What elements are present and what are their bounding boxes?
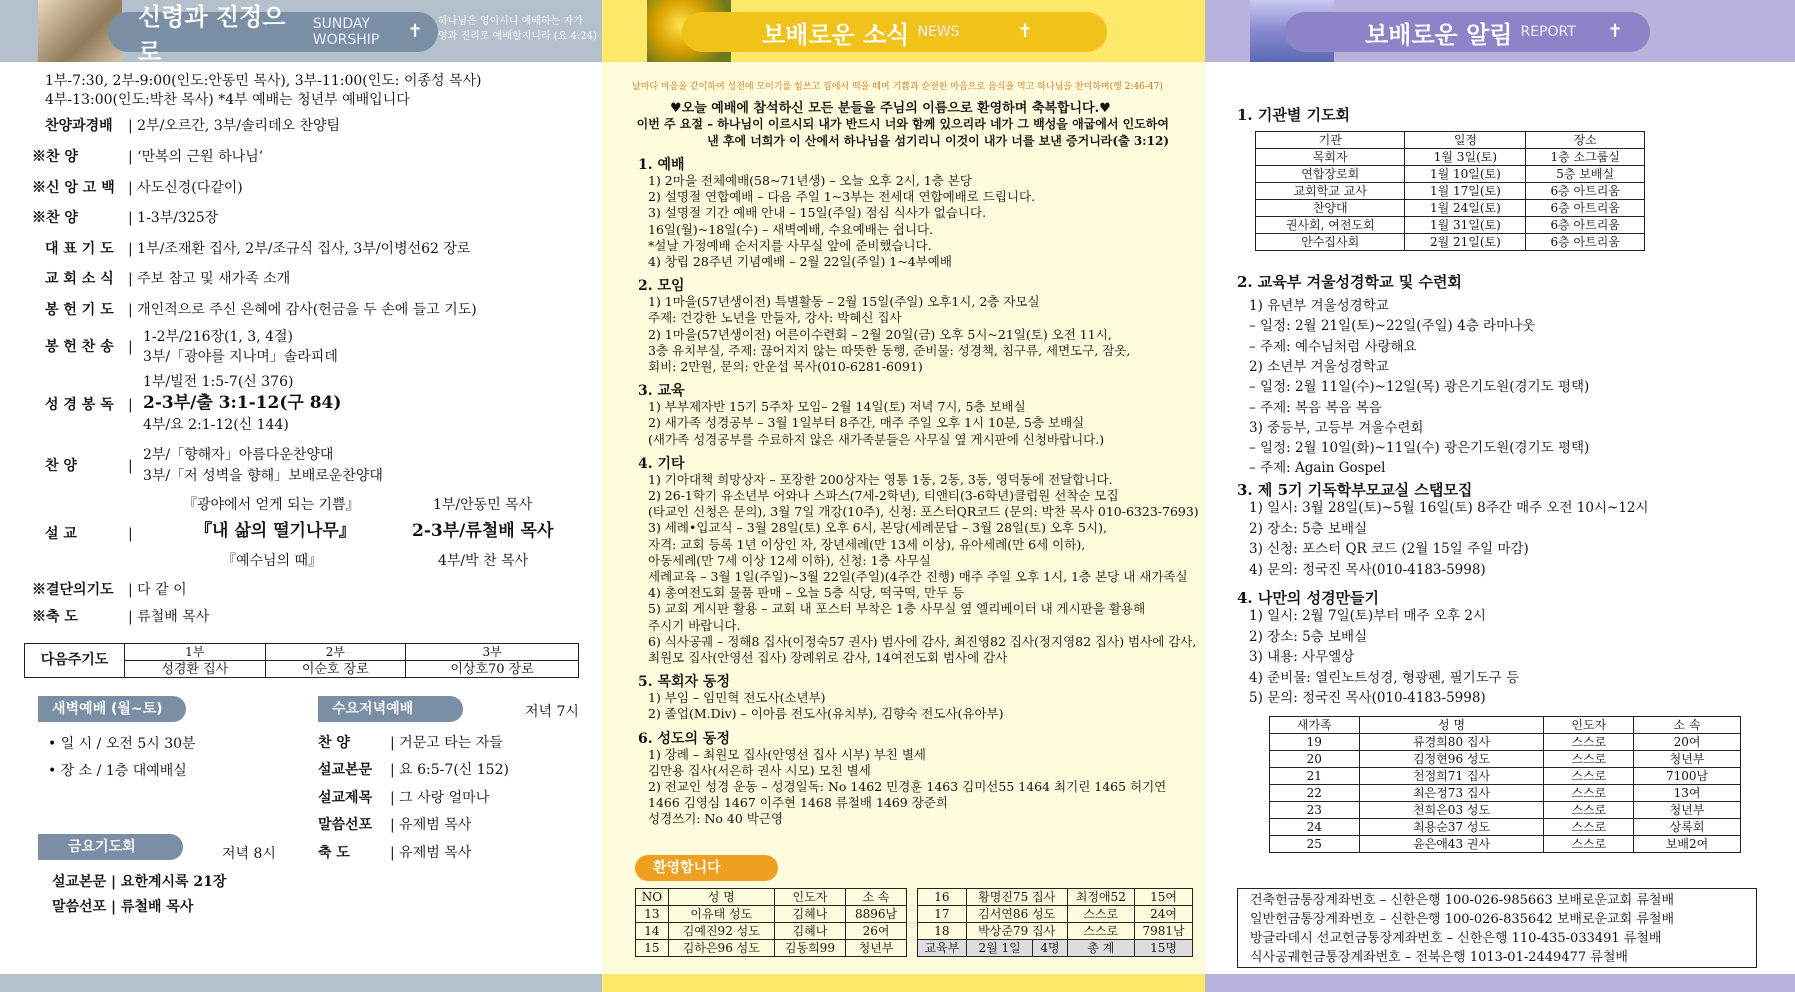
sermon-title: 『예수님의 때』: [222, 553, 323, 569]
report-line: 1) 일시: 2월 7일(토)부터 매주 오후 2시: [1249, 608, 1486, 624]
worship-title: 신령과 진정으로: [138, 3, 286, 66]
wed-label: 설교본문: [318, 762, 373, 778]
cell: 박상준79 집사: [978, 923, 1056, 938]
next-prayer-name: 성경환 집사: [125, 661, 266, 678]
wed-text: | 유제범 목사: [390, 845, 472, 861]
cell: 19: [1270, 734, 1360, 751]
cell: 22: [1270, 785, 1360, 802]
pipe: |: [128, 339, 133, 355]
cell: 김혜나: [774, 923, 845, 940]
new-family-table: [1269, 716, 1741, 853]
pipe: |: [128, 458, 133, 474]
wed-label: 설교제목: [318, 790, 373, 806]
wed-text: | 유제범 목사: [390, 817, 472, 833]
news-bottom-band: [602, 974, 1205, 992]
next-prayer-head: 2부: [265, 644, 406, 661]
cell: 2월 21일(토): [1405, 234, 1526, 251]
choir-line: 2부/「향해자」아름다운찬양대: [143, 447, 334, 463]
cell-group: [966, 923, 1067, 940]
section-title: 2. 교육부 겨울성경학교 및 수련회: [1237, 273, 1462, 291]
news-line: 세례교육 – 3월 1일(주일)~3월 22일(주일)(4주간 진행) 매주 주일 오후 1시, 1층 본당 내 새가족실: [648, 569, 1188, 584]
table-row: [1256, 183, 1645, 200]
scripture-line: 4부/요 2:1-12(신 144): [143, 417, 289, 433]
order-value: 2부/오르간, 3부/솔리데오 찬양팀: [137, 118, 341, 134]
news-line: 2) 1마을(57년생이전) 어른이수련회 – 2월 20일(금) 오후 5시~21일(토) 오전 11시,: [648, 326, 1112, 342]
wed-label: 말씀선포: [318, 817, 373, 833]
decision-text: | 다 같 이: [128, 582, 187, 598]
cell: 스스로: [1544, 836, 1634, 853]
table-row: [1270, 751, 1741, 768]
order-label: ※찬 양: [32, 210, 78, 226]
worship-subtitle: SUNDAY WORSHIP: [312, 16, 380, 48]
order-text: | 주보 참고 및 새가족 소개: [128, 271, 291, 287]
section-title: 1. 기관별 기도회: [1237, 106, 1351, 124]
order-value: 사도신경(다같이): [137, 180, 243, 196]
worship-column: [0, 0, 602, 992]
table-head: 일정: [1405, 132, 1526, 149]
cell: 청년부: [1634, 802, 1741, 819]
order-value: ‘만복의 근원 하나님’: [137, 149, 264, 165]
news-line: 4) 창립 28주년 기념예배 – 2월 22일(주일) 1~4부예배: [648, 254, 952, 269]
choir-line: 3부/「저 성벽을 향해」보배로운찬양대: [143, 468, 383, 484]
welcome-line: ♥오늘 예배에 참석하신 모든 분들을 주님의 이름으로 환영하며 축복합니다.♥: [670, 101, 1111, 116]
report-line: – 일정: 2월 10일(화)~11일(수) 광은기도원(경기도 평택): [1249, 440, 1590, 457]
cell: 18: [918, 923, 967, 940]
order-text: | 사도신경(다같이): [128, 180, 243, 196]
cell: 최은정73 집사: [1359, 785, 1544, 802]
cell-group: [966, 906, 1067, 923]
news-top-verse: 날마다 마음을 같이하여 성전에 모이기를 힘쓰고 집에서 떡을 떼며 기쁨과 순전한 마음으로 음식을 먹고 하나님을 찬미하며(행 2:46-47): [632, 82, 1163, 92]
report-line: – 주제: 예수님처럼 사랑해요: [1249, 338, 1417, 355]
church-cross-icon: ✝: [1017, 21, 1033, 42]
cell: 윤은애43 권사: [1359, 836, 1544, 853]
sermon-preacher-main: 2-3부/류철배 목사: [412, 521, 554, 541]
news-subtitle: NEWS: [917, 24, 960, 40]
table-row: [1256, 166, 1645, 183]
next-prayer-label: 다음주기도: [25, 644, 125, 678]
order-value: 주보 참고 및 새가족 소개: [137, 271, 291, 287]
news-line: *설날 가정예배 순서지를 사무실 앞에 준비했습니다.: [648, 237, 932, 253]
cell: 스스로: [1544, 734, 1634, 751]
wed-value: 거문고 타는 자들: [399, 735, 503, 751]
table-row: [918, 906, 1193, 923]
table-head: 새가족: [1270, 717, 1360, 734]
cell: 17: [918, 906, 967, 923]
dawn-service-tag: 새벽예배 (월~토): [38, 696, 186, 722]
news-line: 성경쓰기: No 40 박근영: [648, 811, 784, 827]
table-row: [1270, 819, 1741, 836]
cell: 스스로: [1067, 906, 1135, 923]
table-row: [1256, 149, 1645, 166]
cell: 15: [636, 940, 669, 957]
cell: 청년부: [846, 940, 907, 957]
order-label: 봉 헌 기 도: [45, 302, 114, 318]
blessing-text: | 류철배 목사: [128, 609, 210, 625]
table-head: 소 속: [846, 889, 907, 906]
cell: 24: [1270, 819, 1360, 836]
pipe: |: [128, 526, 133, 542]
report-column: [1205, 0, 1795, 992]
report-line: 1) 유년부 겨울성경학교: [1249, 298, 1389, 314]
cell: 스스로: [1067, 923, 1135, 940]
cell: 김혜나: [774, 906, 845, 923]
cell: 6층 아트리움: [1526, 234, 1645, 251]
news-title: 보배로운 소식: [762, 20, 910, 49]
report-line: 2) 소년부 겨울성경학교: [1249, 358, 1389, 375]
report-line: – 일정: 2월 21일(토)~22일(주일) 4층 라마나웃: [1249, 318, 1536, 335]
report-header-pill: [1285, 12, 1650, 52]
choir-label: 찬 양: [45, 458, 77, 474]
news-line: 1466 김영심 1467 이주현 1468 류철배 1469 장준희: [648, 795, 948, 811]
news-line: 1) 부부제자반 15기 5주차 모임– 2월 14일(토) 저녁 7시, 5층 보배실: [648, 399, 1026, 415]
cell: 황명진75 집사: [978, 889, 1056, 904]
blessing-value: 류철배 목사: [137, 609, 210, 625]
cell: 2월 1일: [966, 940, 1033, 957]
cell: 7981남: [1135, 923, 1193, 940]
scripture-main: 2-3부/출 3:1-12(구 84): [143, 393, 342, 413]
cell-group: [966, 889, 1067, 906]
news-section-title: 2. 모임: [638, 278, 685, 295]
wed-text: | 요 6:5-7(신 152): [390, 762, 509, 778]
cell: 6층 아트리움: [1526, 217, 1645, 234]
table-head: 장소: [1526, 132, 1645, 149]
cell: 23: [1270, 802, 1360, 819]
wednesday-time: 저녁 7시: [525, 704, 579, 720]
news-section-title: 4. 기타: [638, 455, 685, 472]
order-text: | ‘만복의 근원 하나님’: [128, 149, 264, 165]
table-row: [1270, 734, 1741, 751]
cell: 6층 아트리움: [1526, 200, 1645, 217]
next-prayer-head: 3부: [406, 644, 579, 661]
bank-line: 건축헌금통장계좌번호 – 신한은행 100-026-985663 보배로운교회 류철배: [1250, 893, 1675, 908]
cell: 5층 보배실: [1526, 166, 1645, 183]
order-label: 대 표 기 도: [45, 241, 114, 257]
cell: 4명: [1033, 940, 1067, 957]
wed-value: 유제범 목사: [399, 845, 472, 861]
report-line: 3) 신청: 포스터 QR 코드 (2월 15일 주일 마감): [1249, 541, 1529, 557]
cell: 24여: [1135, 906, 1193, 923]
cell: 7100남: [1634, 768, 1741, 785]
cell: 1월 17일(토): [1405, 183, 1526, 200]
order-value: 개인적으로 주신 은혜에 감사(헌금을 두 손에 들고 기도): [137, 302, 477, 318]
news-line: 2) 설명절 연합예배 – 다음 주일 1~3부는 전세대 연합예배로 드립니다.: [648, 189, 1036, 205]
order-text: | 2부/오르간, 3부/솔리데오 찬양팀: [128, 118, 341, 134]
dawn-line: • 장 소 / 1층 대예배실: [48, 763, 187, 779]
news-line: 회비: 2만원, 문의: 안운섭 목사(010-6281-6091): [648, 359, 923, 374]
newcomer-table-left: [635, 888, 907, 957]
news-line: 5) 교회 게시판 활용 – 교회 내 포스터 부착은 1층 사무실 옆 엘리베이터 내 게시판을 활용해: [648, 601, 1146, 617]
order-text: | 1-3부/325장: [128, 210, 219, 226]
cell: 천정희71 집사: [1359, 768, 1544, 785]
section-title: 4. 나만의 성경만들기: [1237, 589, 1380, 607]
next-prayer-table: [24, 643, 579, 678]
weekly-verse: 낸 후에 너희가 이 산에서 하나님을 섬기리니 이것이 내가 너를 보낸 증거니라(출 3:12): [707, 134, 1169, 148]
cell: 김예진92 성도: [668, 923, 774, 940]
next-prayer-name: 이순호 장로: [265, 661, 406, 678]
news-line: 1) 부임 – 임민혁 전도사(소년부): [648, 690, 826, 706]
worship-header-note: [438, 14, 602, 44]
news-line: 아동세례(만 7세 이상 12세 이하), 신청: 1층 사무실: [648, 552, 931, 568]
cell: 교육부: [918, 940, 967, 957]
report-line: 5) 문의: 정국진 목사(010-4183-5998): [1249, 690, 1486, 706]
cell: 보배2여: [1634, 836, 1741, 853]
cell: 교회학교 교사: [1256, 183, 1405, 200]
news-line: 주시기 바랍니다.: [648, 617, 741, 633]
cell: 김하은96 성도: [668, 940, 774, 957]
service-times: 4부-13:00(인도:박찬 목사) *4부 예배는 청년부 예배입니다: [45, 92, 410, 108]
order-label: ※찬 양: [32, 149, 78, 165]
table-head: 성 명: [1359, 717, 1544, 734]
wed-value: 그 사랑 얼마나: [399, 790, 490, 806]
header-note-line: 하나님은 영이시니 예배하는 자가: [438, 16, 583, 27]
report-title: 보배로운 알림: [1365, 20, 1513, 49]
section-title: 3. 제 5기 기독학부모교실 스탭모집: [1237, 481, 1473, 499]
news-line: 1) 장례 – 최원모 집사(안영선 집사 시부) 부친 별세: [648, 746, 926, 762]
cell: 13여: [1634, 785, 1741, 802]
report-line: 4) 준비물: 열린노트성경, 형광펜, 필기도구 등: [1249, 669, 1520, 686]
news-section-title: 5. 목회자 동정: [638, 674, 730, 691]
church-cross-icon: ✝: [1607, 21, 1623, 42]
report-line: – 주제: 복음 복음 복음: [1249, 399, 1382, 416]
table-row: [1256, 217, 1645, 234]
bank-line: 방글라데시 선교헌금통장계좌번호 – 신한은행 110-435-033491 류철배: [1250, 931, 1662, 946]
news-line: 주제: 건강한 노년을 만들자, 강사: 박혜신 집사: [648, 310, 902, 326]
news-line: 자격: 교회 등록 1년 이상인 자, 장년세례(만 13세 이상), 유아세례(만 6세 이하),: [648, 536, 1086, 552]
dawn-line: • 일 시 / 오전 5시 30분: [48, 736, 196, 752]
news-section-title: 6. 성도의 동정: [638, 730, 730, 747]
cell: 안수집사회: [1256, 234, 1405, 251]
wed-label: 축 도: [318, 845, 350, 861]
table-row: [1270, 802, 1741, 819]
table-head: 인도자: [1544, 717, 1634, 734]
cell: 스스로: [1544, 819, 1634, 836]
news-line: 김만용 집사(서은하 권사 시모) 모친 별세: [648, 762, 871, 778]
cell: 스스로: [1544, 785, 1634, 802]
news-line: 2) 전교인 성경 운동 – 성경일독: No 1462 민경훈 1463 김미선55 1464 최기린 1465 허기연: [648, 779, 1167, 794]
friday-line: 말씀선포 | 류철배 목사: [52, 899, 194, 915]
table-head: 소 속: [1634, 717, 1741, 734]
cell: 1월 3일(토): [1405, 149, 1526, 166]
worship-header-pill: [108, 3, 438, 66]
cell: 20여: [1634, 734, 1741, 751]
cell: 16: [918, 889, 967, 906]
table-head: 성 명: [668, 889, 774, 906]
hymn-line: 3부/「광야를 지나며」솔라피데: [143, 349, 338, 365]
cell: 21: [1270, 768, 1360, 785]
news-section-title: 3. 교육: [638, 383, 685, 400]
cell: 총 계: [1067, 940, 1135, 957]
news-line: (타교인 신청은 문의), 3월 7일 개강(10주), 신청: 포스터QR코드 (문의: 박찬 목사 010-6323-7693): [648, 504, 1199, 520]
news-line: 16일(월)~18일(수) – 새벽예배, 수요예배는 쉽니다.: [648, 221, 934, 237]
cell: 권사회, 여전도회: [1256, 217, 1405, 234]
cell: 김동희99: [774, 940, 845, 957]
decision-value: 다 같 이: [137, 582, 187, 598]
bank-line: 일반헌금통장계좌번호 – 신한은행 100-026-835642 보배로운교회 류철배: [1250, 912, 1675, 927]
sermon-label: 설 교: [45, 526, 77, 542]
summary-row: [918, 940, 1193, 957]
news-line: 2) 졸업(M.Div) – 이아름 전도사(유치부), 김향숙 전도사(유아부): [648, 706, 1004, 722]
bank-accounts-box: [1237, 888, 1757, 968]
table-row: [1270, 768, 1741, 785]
cell: 26여: [846, 923, 907, 940]
report-line: 3) 내용: 사무엘상: [1249, 649, 1355, 665]
cell: 스스로: [1544, 768, 1634, 785]
news-line: 1) 기아대책 희망상자 – 포장한 200상자는 영통 1동, 2동, 3동, 영덕동에 전달합니다.: [648, 471, 1113, 487]
table-row: [636, 923, 907, 940]
cell: 김서연86 성도: [978, 906, 1056, 921]
order-value: 1-3부/325장: [137, 210, 219, 226]
report-line: – 일정: 2월 11일(수)~12일(목) 광은기도원(경기도 평택): [1249, 379, 1590, 396]
blessing-label: ※축 도: [32, 609, 78, 625]
cell: 류경희80 집사: [1359, 734, 1544, 751]
table-head: 기관: [1256, 132, 1405, 149]
wed-text: | 그 사랑 얼마나: [390, 790, 490, 806]
cell: 이유태 성도: [668, 906, 774, 923]
cell: 스스로: [1544, 802, 1634, 819]
cell: 스스로: [1544, 751, 1634, 768]
family-body: [1270, 734, 1741, 853]
report-line: 2) 장소: 5층 보배실: [1249, 628, 1368, 645]
order-text: | 1부/조재환 집사, 2부/조규식 집사, 3부/이병선62 장로: [128, 241, 471, 257]
cell: 1월 24일(토): [1405, 200, 1526, 217]
table-row: [636, 940, 907, 957]
weekly-verse: 이번 주 요절 – 하나님이 이르시되 내가 반드시 너와 함께 있으리라 네가 그 백성을 애굽에서 인도하여: [636, 117, 1169, 131]
cell: 최정애52: [1067, 889, 1135, 906]
church-cross-icon: ✝: [407, 21, 423, 42]
news-line: 1) 1마을(57년생이전) 특별활동 – 2월 15일(주일) 오후1시, 2층 자모실: [648, 294, 1040, 310]
table-row: [1270, 836, 1741, 853]
wed-value: 요 6:5-7(신 152): [399, 762, 509, 778]
report-line: 2) 장소: 5층 보배실: [1249, 520, 1368, 537]
order-value: 1부/조재환 집사, 2부/조규식 집사, 3부/이병선62 장로: [137, 241, 471, 257]
cell: 8896남: [846, 906, 907, 923]
table-row: [1256, 200, 1645, 217]
sermon-preacher: 1부/안동민 목사: [433, 497, 533, 513]
cell: 13: [636, 906, 669, 923]
news-line: 4) 총여전도회 물품 판매 – 오늘 5층 식당, 떡국떡, 만두 등: [648, 585, 965, 601]
cell: 25: [1270, 836, 1360, 853]
table-row: [918, 889, 1193, 906]
news-line: 3) 세례•입교식 – 3월 28일(토) 오후 6시, 본당(세례문답 – 3월 28일(토) 오후 5시),: [648, 520, 1107, 536]
friday-time: 저녁 8시: [222, 846, 276, 862]
next-prayer-head: 1부: [125, 644, 266, 661]
header-note-line: 영과 진리로 예배할지니라 (요 4:24): [438, 31, 597, 42]
cell: 찬양대: [1256, 200, 1405, 217]
sermon-title: 『광야에서 얻게 되는 기쁨』: [183, 497, 360, 513]
friday-prayer-tag: 금요기도회: [38, 834, 183, 860]
cell: 연합장로회: [1256, 166, 1405, 183]
order-label: ※신 앙 고 백: [32, 180, 115, 196]
worship-bottom-band: [0, 974, 602, 992]
news-line: 3) 설명절 기간 예배 안내 – 15일(주일) 점심 식사가 없습니다.: [648, 205, 987, 221]
order-label: 교 회 소 식: [45, 271, 114, 287]
sermon-title-main: 『내 삶의 떨기나무』: [195, 521, 356, 541]
report-subtitle: REPORT: [1520, 24, 1576, 40]
cell: 14: [636, 923, 669, 940]
table-row: [1256, 234, 1645, 251]
report-line: 1) 일시: 3월 28일(토)~5월 16일(토) 8주간 매주 오전 10시~12시: [1249, 500, 1649, 516]
order-label: 찬양과경배: [45, 118, 113, 134]
news-line: 1) 2마을 전체예배(58~71년생) – 오늘 오후 2시, 1층 본당: [648, 173, 972, 188]
wednesday-service-tag: 수요저녁예배: [318, 696, 463, 722]
cell: 1월 10일(토): [1405, 166, 1526, 183]
pipe: |: [128, 397, 133, 413]
wed-text: | 거문고 타는 자들: [390, 735, 503, 751]
news-line: (새가족 성경공부를 수료하지 않은 새가족분들은 사무실 옆 게시판에 신청바랍니다.): [648, 431, 1105, 447]
sermon-preacher: 4부/박 찬 목사: [438, 553, 529, 569]
prayer-body: [1256, 149, 1645, 251]
news-line: 최원모 집사(안영선 집사) 장례위로 감사, 14여전도회 범사에 감사: [648, 650, 1008, 665]
bank-line: 식사공궤헌금통장계좌번호 – 전북은행 1013-01-2449477 류철배: [1250, 950, 1628, 965]
report-line: – 주제: Again Gospel: [1249, 460, 1386, 477]
cell: 1층 소그룹실: [1526, 149, 1645, 166]
table-row: [918, 923, 1193, 940]
prayer-schedule-table: [1255, 131, 1645, 251]
news-line: 2) 26-1학기 유소년부 어와나 스파스(7세-2학년), 티앤티(3-6학년)클럽원 선착순 모집: [648, 488, 1119, 503]
hymn-line: 1-2부/216장(1, 3, 4절): [143, 329, 294, 345]
table-row: [636, 906, 907, 923]
scripture-line: 1부/빌전 1:5-7(신 376): [143, 374, 294, 390]
newcomer-table-right: [917, 888, 1193, 957]
table-head: 인도자: [774, 889, 845, 906]
cell: 15명: [1135, 940, 1193, 957]
news-line: 3층 유치부실, 주제: 끊어지지 않는 따뜻한 동행, 준비물: 성경책, 침구류, 세면도구, 잠옷,: [648, 342, 1131, 358]
cell: 천희은03 성도: [1359, 802, 1544, 819]
cell: 6층 아트리움: [1526, 183, 1645, 200]
cell: 최용순37 성도: [1359, 819, 1544, 836]
order-text: | 개인적으로 주신 은혜에 감사(헌금을 두 손에 들고 기도): [128, 302, 477, 318]
hymn-label: 봉 헌 찬 송: [45, 339, 114, 355]
scripture-label: 성 경 봉 독: [45, 397, 114, 413]
wed-value: 유제범 목사: [399, 817, 472, 833]
news-line: 2) 새가족 성경공부 – 3월 1일부터 8주간, 매주 주일 오후 1시 10분, 5층 보배실: [648, 415, 1085, 431]
news-header-pill: [682, 12, 1107, 52]
news-column: [602, 0, 1205, 992]
table-row: [1270, 785, 1741, 802]
friday-line: 설교본문 | 요한계시록 21장: [52, 874, 227, 890]
service-times: 1부-7:30, 2부-9:00(인도:안동민 목사), 3부-11:00(인도: 이종성 목사): [45, 73, 482, 89]
news-section-title: 1. 예배: [638, 157, 685, 173]
cell: 상록회: [1634, 819, 1741, 836]
cell: 20: [1270, 751, 1360, 768]
table-head: NO: [636, 889, 669, 906]
cell: 1월 31일(토): [1405, 217, 1526, 234]
report-bottom-band: [1205, 974, 1795, 992]
cell: 목회자: [1256, 149, 1405, 166]
report-line: 4) 문의: 정국진 목사(010-4183-5998): [1249, 561, 1486, 578]
next-prayer-name: 이상호70 장로: [406, 661, 579, 678]
news-line: 6) 식사공궤 – 정해8 집사(이정숙57 권사) 범사에 감사, 최진영82 집사(정지영82 집사) 범사에 감사,: [648, 633, 1197, 649]
decision-label: ※결단의기도: [32, 582, 114, 598]
cell: 청년부: [1634, 751, 1741, 768]
welcome-tag: 환영합니다: [635, 855, 778, 881]
cell: 김정현96 성도: [1359, 751, 1544, 768]
wed-label: 찬 양: [318, 735, 350, 751]
cell: 15여: [1135, 889, 1193, 906]
report-line: 3) 중등부, 고등부 겨울수련회: [1249, 419, 1424, 436]
